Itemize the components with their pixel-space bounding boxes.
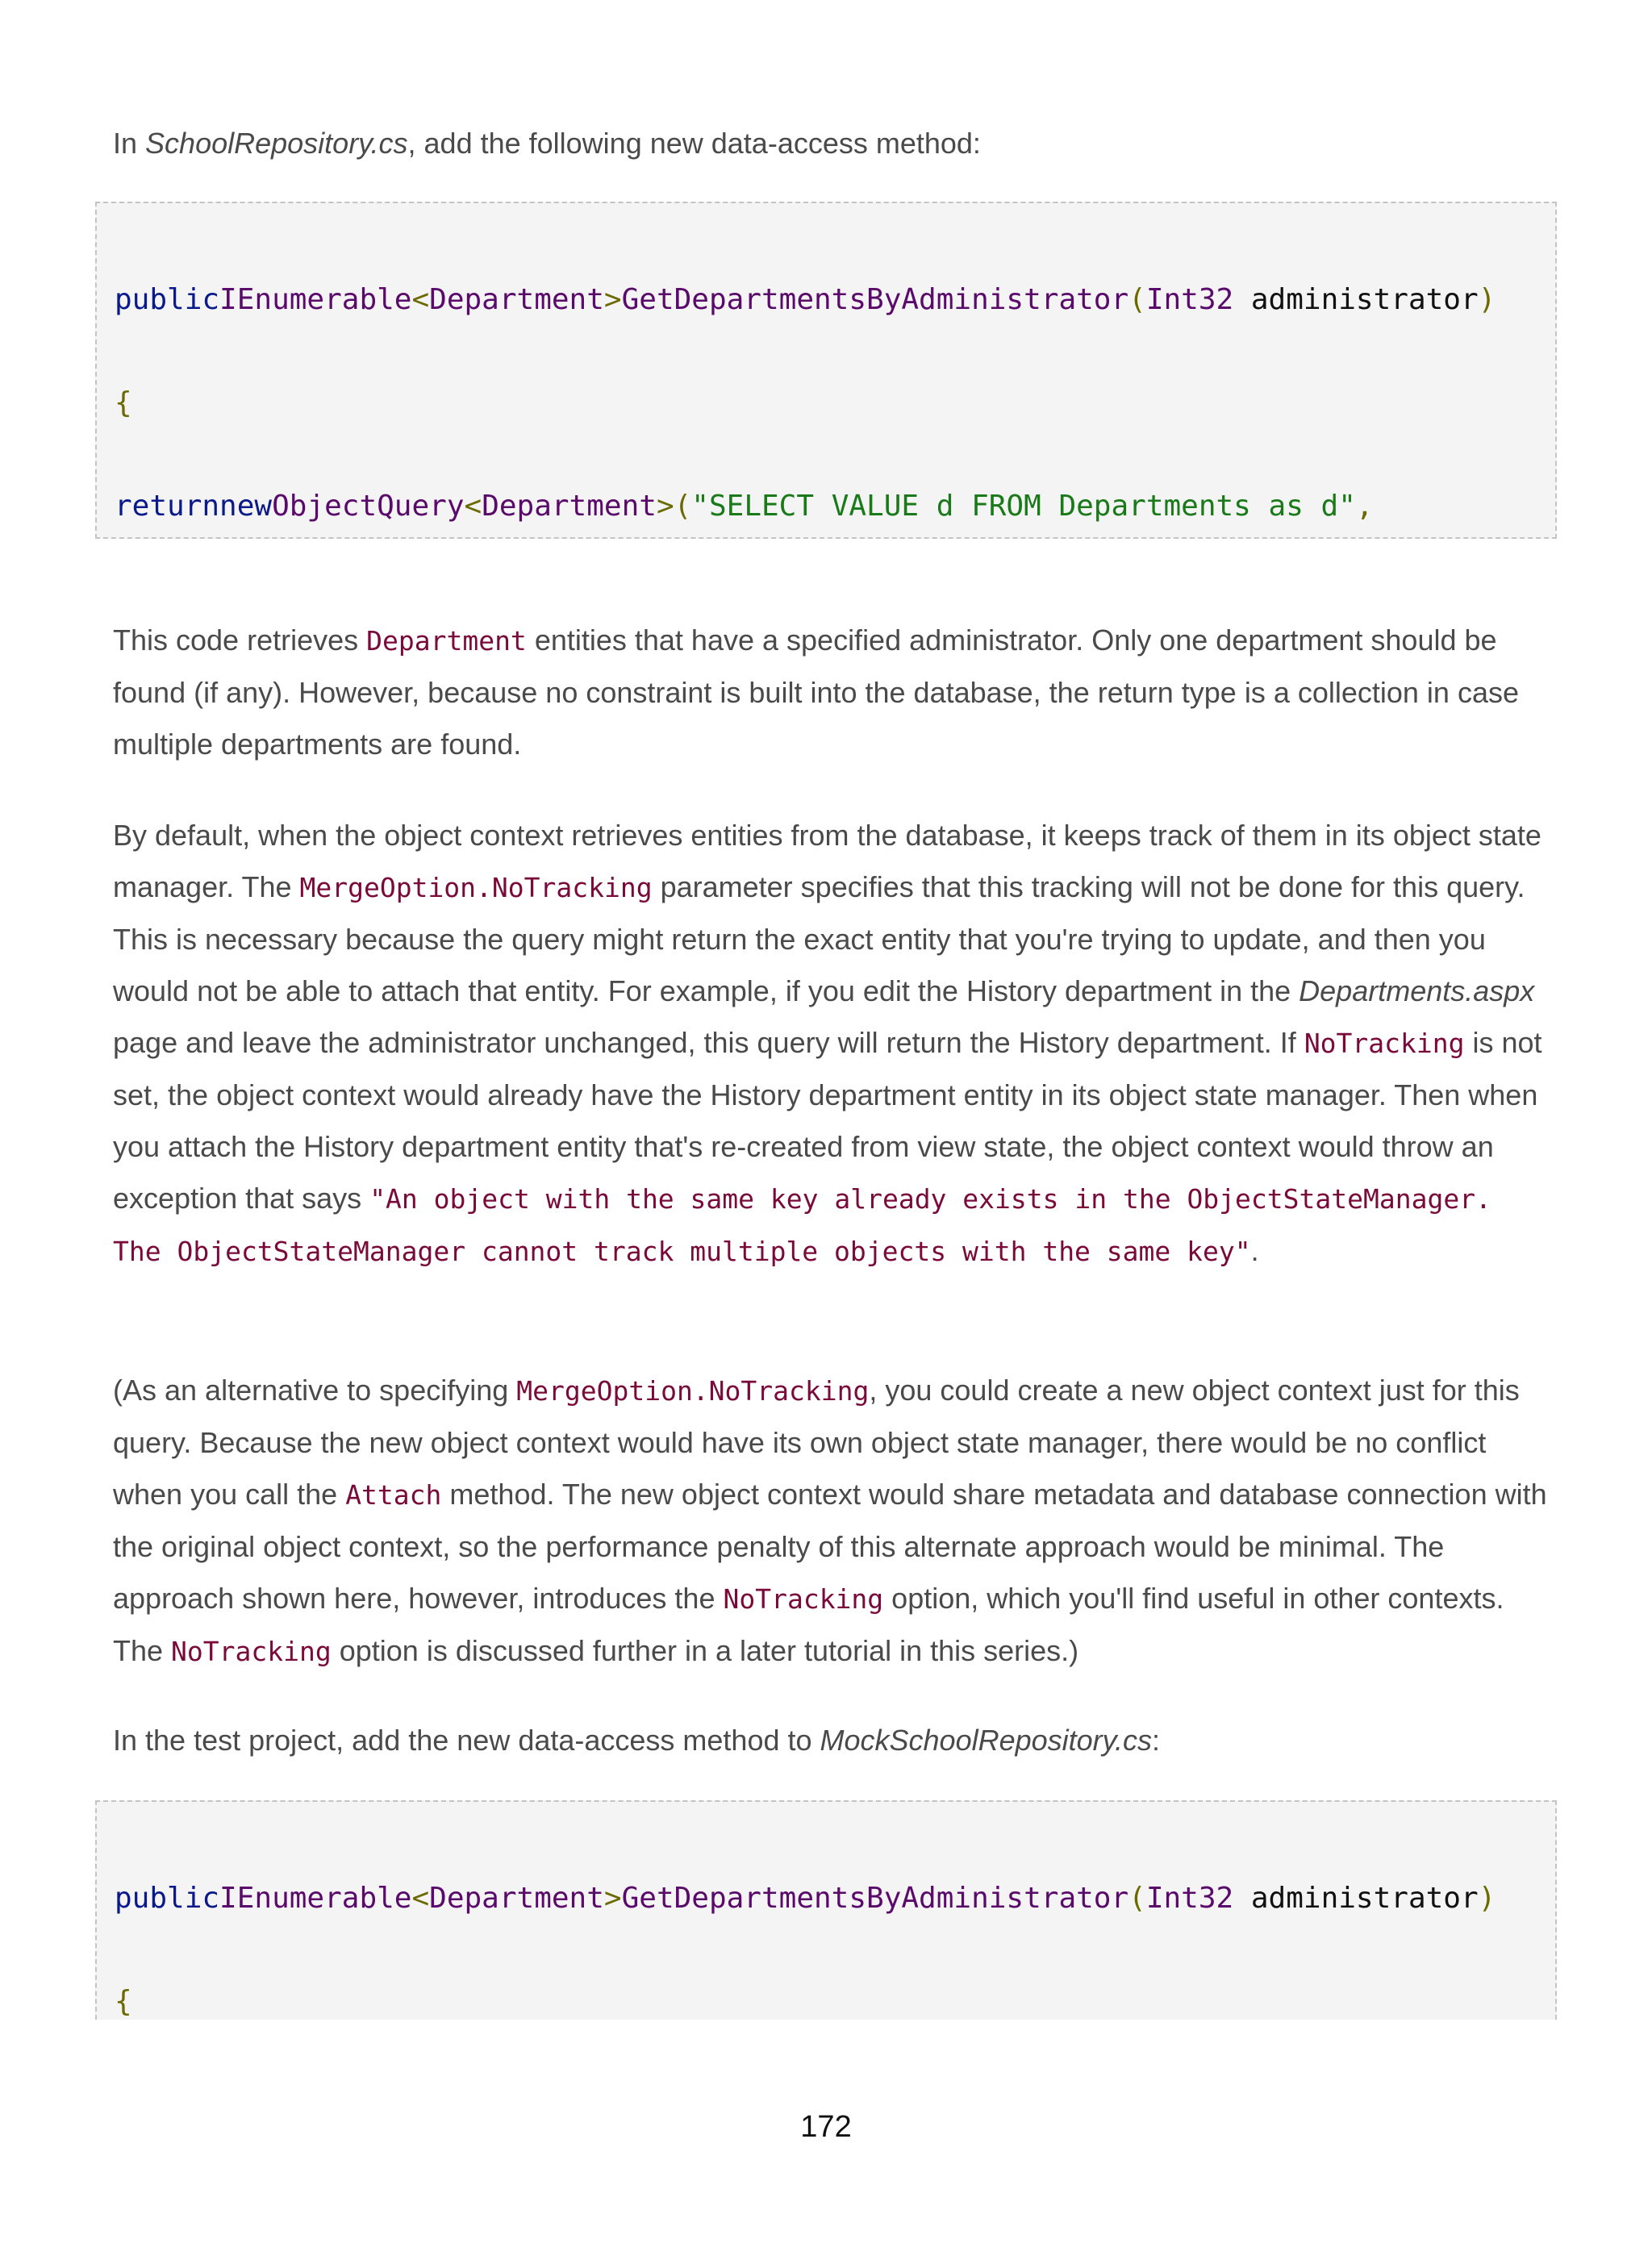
inline-code: Department xyxy=(366,625,527,657)
intro-paragraph-1 xyxy=(113,118,1549,169)
inline-code: MergeOption.NoTracking xyxy=(516,1375,870,1407)
file-name: SchoolRepository.cs xyxy=(145,127,408,160)
inline-code-message: "An object with the same key already exists in the ObjectStateManager. The ObjectStateManager cannot track multiple objects with the same key" xyxy=(113,1183,1491,1267)
code-line: returnnewObjectQuery<Department>("SELECT VALUE d FROM Departments as d", xyxy=(115,490,1374,523)
code-line: publicIEnumerable<Department>GetDepartmentsByAdministrator(Int32 administrator) xyxy=(115,1882,1496,1915)
code-line: { xyxy=(115,386,132,419)
file-name: MockSchoolRepository.cs xyxy=(820,1724,1153,1757)
intro-paragraph-2: In the test project, add the new data-access method to MockSchoolRepository.cs: xyxy=(113,1724,1161,1757)
intro-text: In xyxy=(113,127,146,160)
code-block-2 xyxy=(95,1800,1557,2020)
code-line: publicIEnumerable<Department>GetDepartmentsByAdministrator(Int32 administrator) xyxy=(115,283,1496,316)
code-block-1 xyxy=(95,202,1557,539)
inline-code: Attach xyxy=(345,1479,442,1511)
page-number: 172 xyxy=(800,2110,852,2144)
inline-code: MergeOption.NoTracking xyxy=(299,872,653,903)
inline-code: NoTracking xyxy=(171,1636,332,1667)
file-name: Departments.aspx xyxy=(1299,974,1535,1007)
inline-code: NoTracking xyxy=(723,1583,884,1615)
paragraph-3: (As an alternative to specifying MergeOption.NoTracking, you could create a new object context just for this query. Because the new object context would have its own object state manager, there would be no conflict when you call the Attach method. The new object context would share metadata and database connection with the original object context, so the performance penalty of this alternate approach would be minimal. The approach shown here, however, introduces the NoTracking option, which you'll find useful in other contexts. The NoTracking option is discussed further in a later tutorial in this series.) xyxy=(113,1374,1547,1667)
paragraph-2: By default, when the object context retrieves entities from the database, it keeps track of them in its object state manager. The MergeOption.NoTracking parameter specifies that this tracking will not be done for this query. This is necessary because the query might return the exact entity that you're trying to update, and then you would not be able to attach that entity. For example, if you edit the History department in the Departments.aspx page and leave the administrator unchanged, this query will return the History department. If NoTracking is not set, the object context would already have the History department entity in its object state manager. Then when you attach the History department entity that's re-created from view state, the object context would throw an exception that says "An object with the same key already exists in the ObjectStateManager. The ObjectStateManager cannot track multiple objects with the same key". xyxy=(113,819,1542,1267)
inline-code: NoTracking xyxy=(1304,1028,1465,1059)
paragraph-1: This code retrieves Department entities that have a specified administrator. Only one department should be found (if any). However, because no constraint is built into the database, the return type is a collection in case multiple departments are found. xyxy=(113,623,1519,761)
intro-text: , add the following new data-access method: xyxy=(407,127,981,160)
code-line: { xyxy=(115,1985,132,2018)
